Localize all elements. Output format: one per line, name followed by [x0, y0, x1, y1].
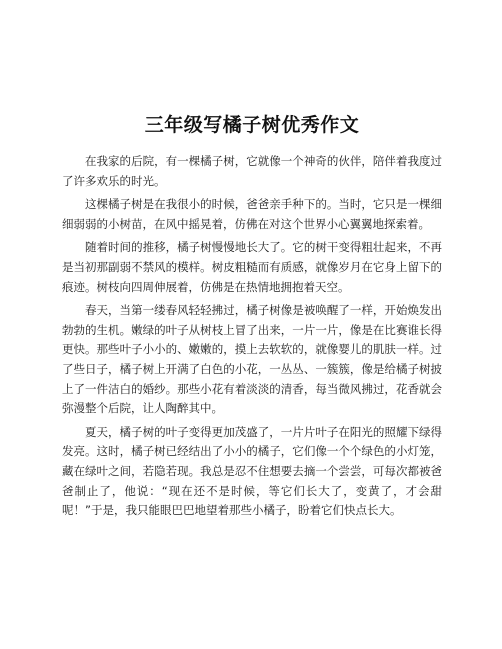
paragraph: 春天，当第一缕春风轻轻拂过，橘子树像是被唤醒了一样，开始焕发出勃勃的生机。嫩绿的叶子从树枝上冒了出来，一片一片，像是在比赛谁长得更快。那些叶子小小的、嫩嫩的，摸上去软软的，就像婴儿的肌肤一样。过了些日子，橘子树上开满了白色的小花，一丛丛、一簇簇，像是给橘子树披上了一件洁白的婚纱。那些小花有着淡淡的清香，每当微风拂过，花香就会弥漫整个后院，让人陶醉其中。	[62, 303, 442, 416]
paragraph: 在我家的后院，有一棵橘子树，它就像一个神奇的伙伴，陪伴着我度过了许多欢乐的时光。	[62, 154, 442, 188]
paragraph: 这棵橘子树是在我很小的时候，爸爸亲手种下的。当时，它只是一棵细细弱弱的小树苗，在风中摇晃着，仿佛在对这个世界小心翼翼地探索着。	[62, 197, 442, 231]
document-title: 三年级写橘子树优秀作文	[144, 114, 360, 136]
paragraph: 随着时间的推移，橘子树慢慢地长大了。它的树干变得粗壮起来，不再是当初那副弱不禁风的模样。树皮粗糙而有质感，就像岁月在它身上留下的痕迹。树枝向四周伸展着，仿佛是在热情地拥抱着天空。	[62, 240, 442, 294]
paragraph: 夏天，橘子树的叶子变得更加茂盛了，一片片叶子在阳光的照耀下绿得发亮。这时，橘子树已经结出了小小的橘子，它们像一个个绿色的小灯笼，藏在绿叶之间，若隐若现。我总是忍不住想要去摘一个尝尝，可每次都被爸爸制止了，他说：“现在还不是时候，等它们长大了，变黄了，才会甜呢！”于是，我只能眼巴巴地望着那些小橘子，盼着它们快点长大。	[62, 424, 442, 518]
document-page	[62, 0, 442, 525]
document-body	[62, 152, 442, 521]
